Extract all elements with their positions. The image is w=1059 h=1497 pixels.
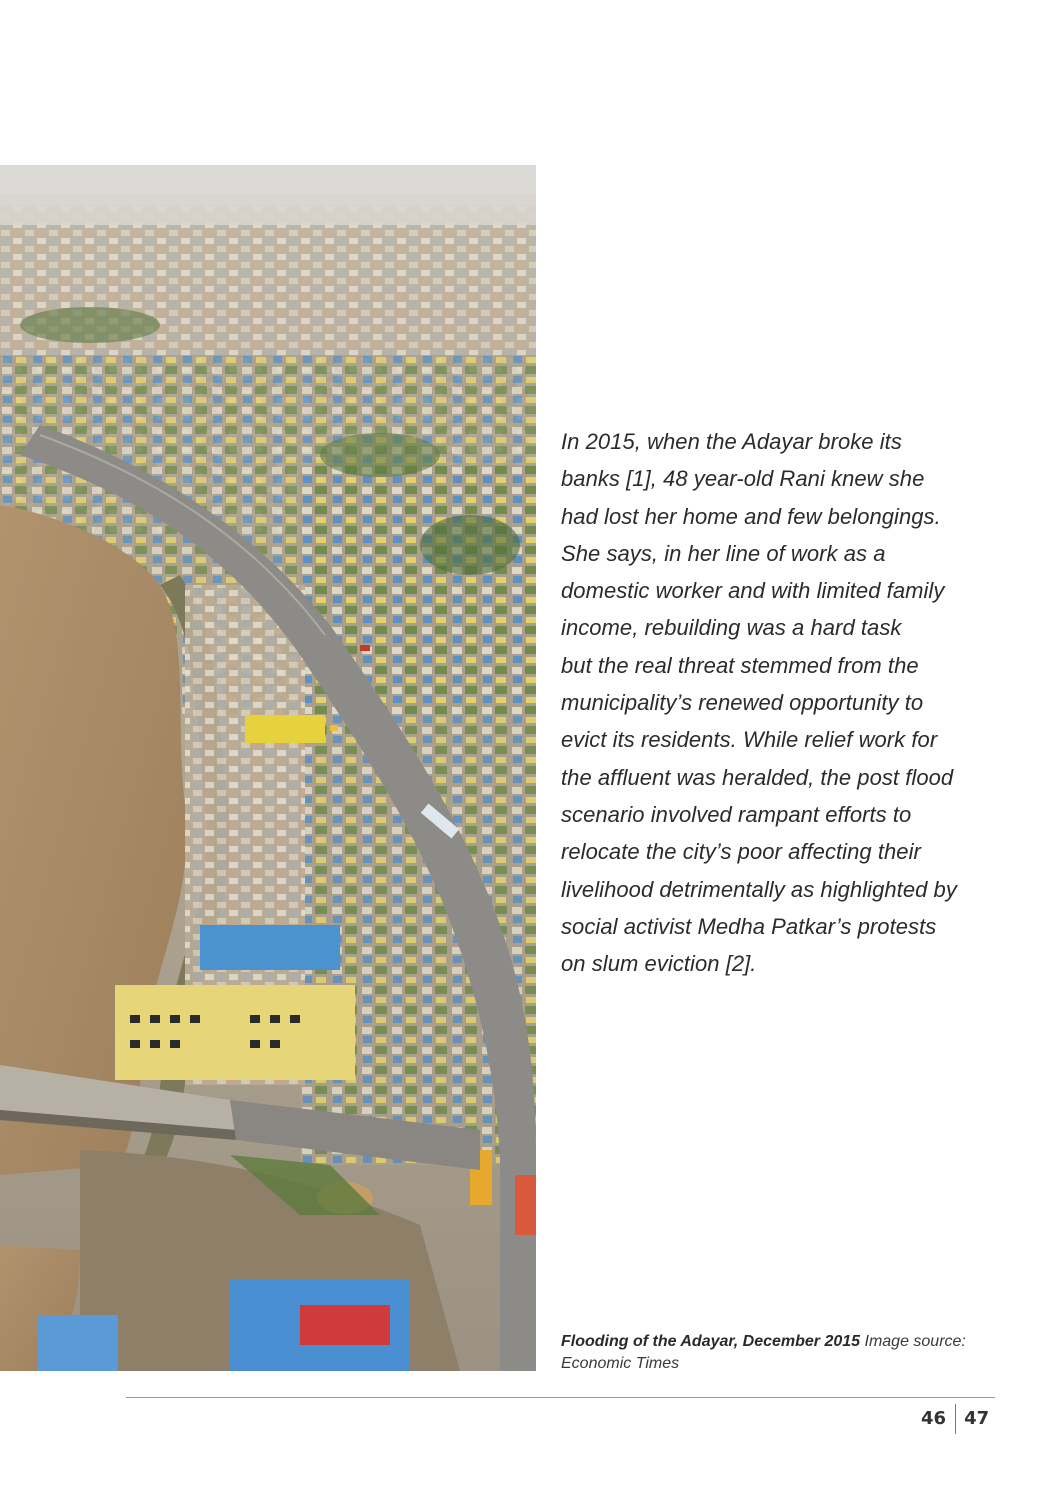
body-line: scenario involved rampant efforts to xyxy=(561,801,912,827)
body-line: the affluent was heralded, the post flood xyxy=(561,764,954,790)
photo-caption xyxy=(561,1331,1001,1375)
body-line: livelihood detrimentally as highlighted by xyxy=(561,876,957,902)
caption-title: Flooding of the Adayar, December 2015 xyxy=(561,1333,861,1350)
article-body-text xyxy=(561,423,1001,982)
aerial-photo-illustration xyxy=(0,165,536,1371)
caption-source-name: Economic Times xyxy=(561,1355,680,1372)
page-numbers xyxy=(921,1404,989,1434)
caption-source-label: Image source: xyxy=(860,1333,966,1350)
page-number-right: 47 xyxy=(964,1408,990,1429)
body-line: domestic worker and with limited family xyxy=(561,578,945,604)
footer-divider xyxy=(126,1397,995,1398)
body-line: on slum eviction [2]. xyxy=(561,951,757,977)
page-number-left: 46 xyxy=(921,1408,947,1429)
body-line: banks [1], 48 year-old Rani knew she xyxy=(561,466,925,492)
page-number-separator xyxy=(955,1404,956,1434)
body-line: municipality’s renewed opportunity to xyxy=(561,690,924,716)
flood-aerial-photo xyxy=(0,165,536,1371)
body-line: income, rebuilding was a hard task xyxy=(561,615,902,641)
body-line: social activist Medha Patkar’s protests xyxy=(561,913,937,939)
body-line: She says, in her line of work as a xyxy=(561,540,886,566)
body-line: evict its residents. While relief work for xyxy=(561,727,938,753)
body-line: but the real threat stemmed from the xyxy=(561,652,919,678)
body-line: had lost her home and few belongings. xyxy=(561,503,941,529)
body-line: In 2015, when the Adayar broke its xyxy=(561,429,902,454)
body-line: relocate the city’s poor affecting their xyxy=(561,839,921,865)
